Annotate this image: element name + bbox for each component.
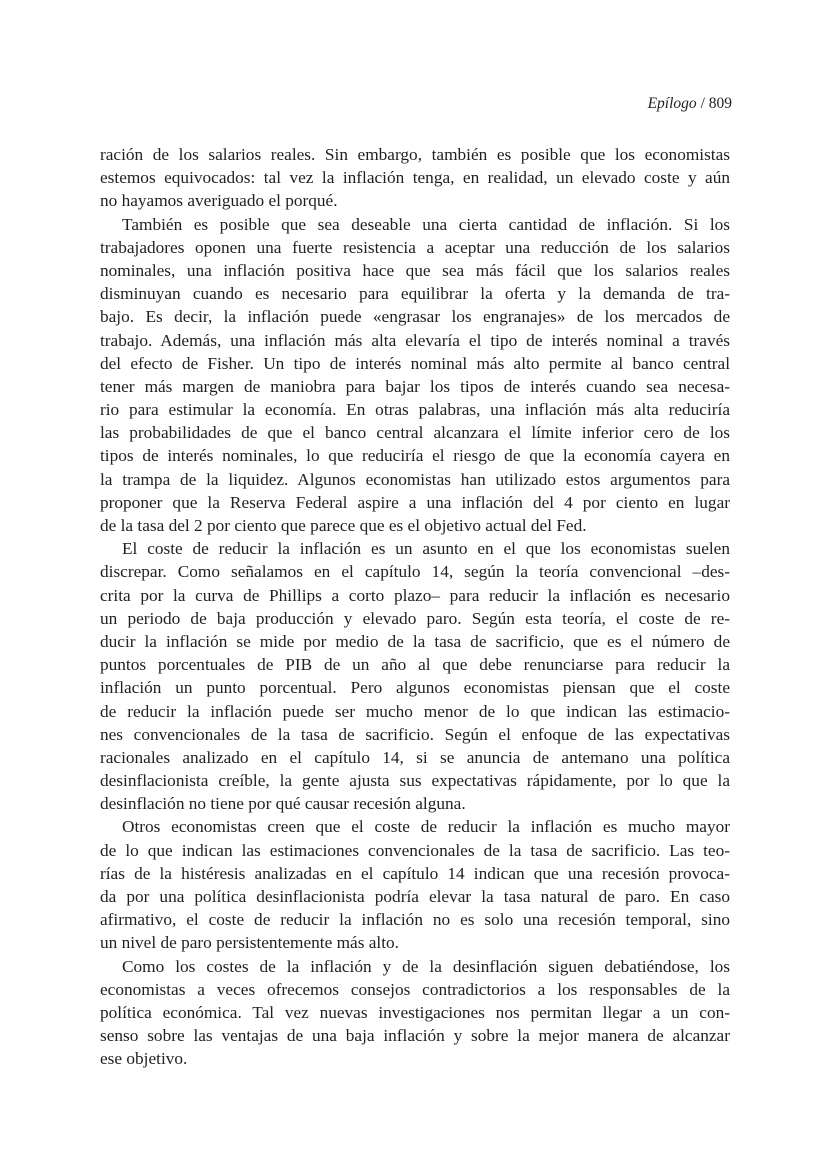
text-line: desinflacionista creíble, la gente ajusta sus expectativas rápidamente, por lo que la — [100, 771, 730, 791]
text-line: afirmativo, el coste de reducir la inflación no es solo una recesión temporal, sino — [100, 910, 730, 930]
text-line: También es posible que sea deseable una cierta cantidad de inflación. Si los — [122, 214, 730, 234]
text-line: no hayamos averiguado el porqué. — [100, 191, 338, 211]
text-line: un nivel de paro persistentemente más alto. — [100, 933, 399, 953]
text-line: El coste de reducir la inflación es un asunto en el que los economistas suelen — [122, 539, 730, 559]
text-line: política económica. Tal vez nuevas investigaciones nos permitan llegar a un con- — [100, 1002, 730, 1022]
text-line: la trampa de la liquidez. Algunos economistas han utilizado estos argumentos para — [100, 469, 730, 489]
text-line: de la tasa del 2 por ciento que parece que es el objetivo actual del Fed. — [100, 516, 587, 535]
body-text — [100, 143, 730, 1071]
text-line: las probabilidades de que el banco central alcanzara el límite inferior cero de los — [100, 423, 730, 443]
text-line: un periodo de baja producción y elevado paro. Según esta teoría, el coste de re- — [100, 608, 730, 628]
running-header — [648, 94, 732, 114]
text-line: ese objetivo. — [100, 1049, 188, 1069]
text-line: tener más margen de maniobra para bajar los tipos de interés cuando sea necesa- — [100, 376, 730, 396]
text-line: bajo. Es decir, la inflación puede «engrasar los engranajes» de los mercados de — [100, 307, 730, 327]
text-line: inflación un punto porcentual. Pero algunos economistas piensan que el coste — [100, 678, 730, 698]
text-line: estemos equivocados: tal vez la inflación tenga, en realidad, un elevado coste y aún — [100, 168, 730, 188]
paragraph — [100, 213, 730, 538]
text-line: trabajadores oponen una fuerte resistencia a aceptar una reducción de los salarios — [100, 237, 730, 257]
text-line: desinflación no tiene por qué causar recesión alguna. — [100, 794, 466, 814]
text-line: disminuyan cuando es necesario para equilibrar la oferta y la demanda de tra- — [100, 284, 730, 304]
text-line: tipos de interés nominales, lo que reduciría el riesgo de que la economía cayera en — [100, 446, 730, 466]
text-line: Como los costes de la inflación y de la desinflación siguen debatiéndose, los — [122, 956, 730, 976]
text-line: de reducir la inflación puede ser mucho menor de lo que indican las estimacio- — [100, 701, 730, 721]
text-line: del efecto de Fisher. Un tipo de interés nominal más alto permite al banco central — [100, 353, 730, 373]
paragraph — [100, 143, 730, 213]
paragraph — [100, 955, 730, 1071]
section-title: Epílogo — [647, 95, 697, 112]
text-line: rio para estimular la economía. En otras palabras, una inflación más alta reduciría — [100, 400, 730, 420]
paragraph — [100, 815, 730, 954]
page-number: 809 — [708, 95, 732, 112]
text-line: rías de la histéresis analizadas en el capítulo 14 indican que una recesión provoca- — [100, 863, 730, 883]
text-line: da por una política desinflacionista podría elevar la tasa natural de paro. En caso — [100, 887, 730, 906]
text-line: senso sobre las ventajas de una baja inflación y sobre la mejor manera de alcanzar — [100, 1026, 730, 1046]
paragraph — [100, 537, 730, 815]
text-line: crita por la curva de Phillips a corto plazo– para reducir la inflación es necesario — [100, 585, 730, 605]
text-line: trabajo. Además, una inflación más alta elevaría el tipo de interés nominal a través — [100, 330, 730, 350]
text-line: economistas a veces ofrecemos consejos contradictorios a los responsables de la — [100, 979, 730, 999]
text-line: puntos porcentuales de PIB de un año al que debe renunciarse para reducir la — [100, 655, 730, 675]
text-line: ración de los salarios reales. Sin embargo, también es posible que los economistas — [100, 145, 730, 164]
header-separator: / — [700, 95, 705, 112]
text-line: de lo que indican las estimaciones convencionales de la tasa de sacrificio. Las teo- — [100, 840, 730, 860]
text-line: proponer que la Reserva Federal aspire a una inflación del 4 por ciento en lugar — [100, 492, 730, 512]
text-line: ducir la inflación se mide por medio de la tasa de sacrificio, que es el número de — [100, 631, 730, 651]
text-line: nominales, una inflación positiva hace que sea más fácil que los salarios reales — [100, 260, 730, 280]
text-line: discrepar. Como señalamos en el capítulo 14, según la teoría convencional –des- — [100, 562, 730, 582]
text-line: racionales analizado en el capítulo 14, si se anuncia de antemano una política — [100, 747, 730, 767]
text-line: nes convencionales de la tasa de sacrificio. Según el enfoque de las expectativas — [100, 724, 730, 744]
text-line: Otros economistas creen que el coste de reducir la inflación es mucho mayor — [122, 817, 730, 837]
